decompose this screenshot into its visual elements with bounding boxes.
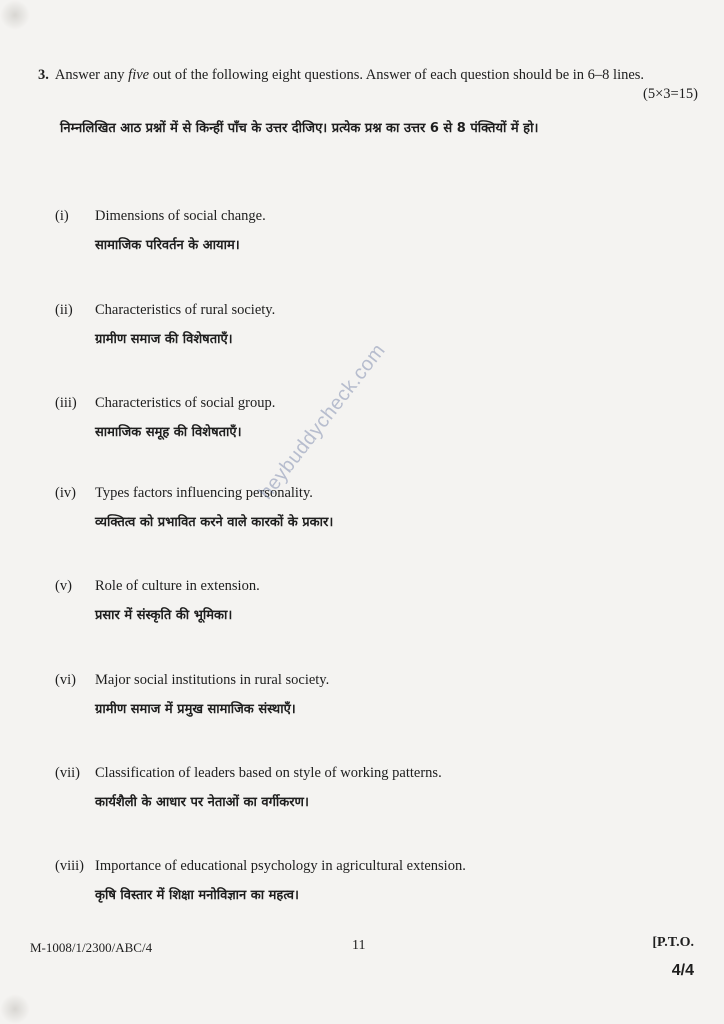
question-item [55, 765, 675, 810]
pto-label: [P.T.O. [652, 935, 694, 950]
item-number: (iii) [55, 395, 77, 411]
item-number: (ii) [55, 302, 73, 318]
item-number: (vi) [55, 672, 76, 688]
item-text-english: Role of culture in extension. [95, 578, 260, 594]
item-text-english: Dimensions of social change. [95, 208, 266, 224]
question-item [55, 395, 675, 440]
item-text-english: Characteristics of rural society. [95, 302, 276, 318]
item-text-english: Types factors influencing personality. [95, 485, 313, 501]
item-text-hindi: व्यक्तित्व को प्रभावित करने वाले कारकों के प्रकार। [95, 515, 334, 530]
question-text-part1: Answer any [54, 67, 129, 83]
question-item [55, 672, 675, 717]
question-item [55, 485, 675, 530]
item-text-english: Classification of leaders based on style of working patterns. [95, 765, 442, 781]
scan-shadow [0, 994, 30, 1024]
question-number: 3. [38, 67, 49, 83]
question-item [55, 208, 675, 253]
item-text-hindi: कृषि विस्तार में शिक्षा मनोविज्ञान का महत्व। [95, 888, 299, 903]
question-text-part2: out of the following eight questions. Answer of each question should be in 6–8 lines. [149, 67, 645, 83]
question-item [55, 858, 675, 903]
item-text-hindi: सामाजिक परिवर्तन के आयाम। [95, 238, 240, 253]
watermark: heybuddycheck.com [255, 339, 390, 504]
item-number: (vii) [55, 765, 80, 781]
item-text-hindi: कार्यशैली के आधार पर नेताओं का वर्गीकरण। [95, 795, 309, 810]
question-item [55, 302, 675, 347]
item-number: (i) [55, 208, 69, 224]
item-text-english: Major social institutions in rural society. [95, 672, 330, 688]
page-of-label: 4/4 [671, 962, 694, 979]
question-header [38, 66, 698, 102]
item-text-english: Characteristics of social group. [95, 395, 276, 411]
page-number: 11 [352, 938, 366, 953]
paper-code: M-1008/1/2300/ABC/4 [30, 940, 153, 955]
item-number: (v) [55, 578, 72, 594]
item-number: (viii) [55, 858, 84, 874]
question-item [55, 578, 675, 623]
item-text-hindi: सामाजिक समूह की विशेषताएँ। [95, 425, 242, 440]
question-text-hindi: निम्नलिखित आठ प्रश्नों में से किन्हीं पाँच के उत्तर दीजिए। प्रत्येक प्रश्न का उत्तर 6 से 8 पंक्तियों में हो। [60, 121, 539, 136]
item-text-english: Importance of educational psychology in agricultural extension. [95, 858, 466, 874]
item-text-hindi: ग्रामीण समाज में प्रमुख सामाजिक संस्थाएँ। [95, 702, 296, 717]
question-marks: (5×3=15) [642, 86, 698, 102]
item-text-hindi: प्रसार में संस्कृति की भूमिका। [95, 608, 233, 623]
scan-shadow [0, 0, 30, 30]
item-number: (iv) [55, 485, 76, 501]
question-text-emphasis: five [128, 67, 150, 83]
item-text-hindi: ग्रामीण समाज की विशेषताएँ। [95, 332, 233, 347]
